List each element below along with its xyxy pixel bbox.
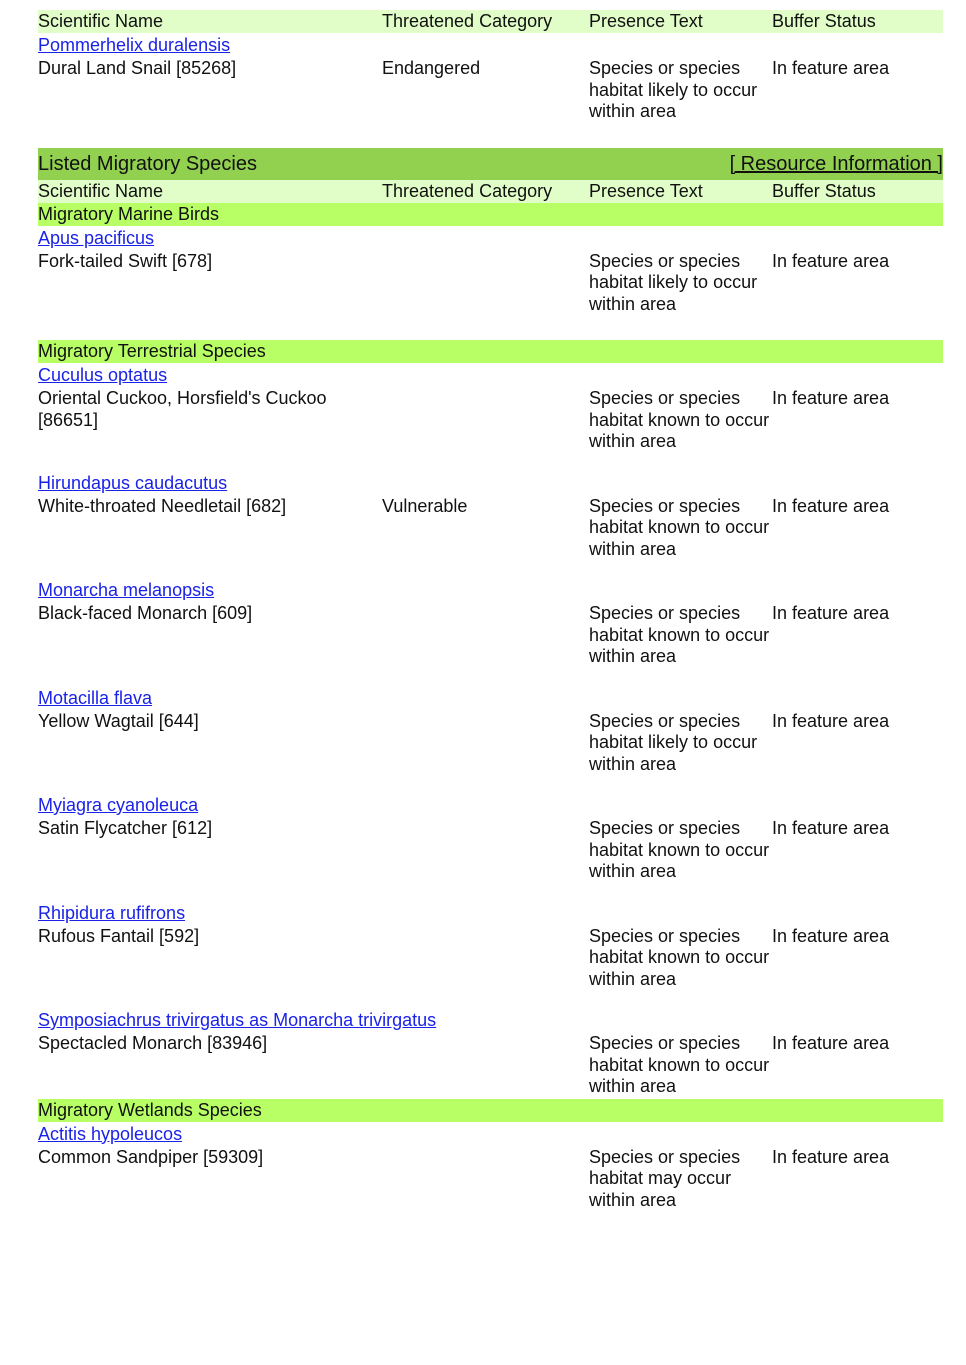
- col-threatened-category: Threatened Category: [382, 11, 553, 31]
- buffer-status: In feature area: [772, 925, 890, 946]
- presence-text: Species or species habitat likely to occur within area: [589, 58, 758, 121]
- species-link[interactable]: Monarcha melanopsis: [38, 580, 215, 600]
- species-link[interactable]: Symposiachrus trivirgatus as Monarcha trivirgatus: [38, 1010, 437, 1030]
- species-data-row: [38, 387, 943, 453]
- col-scientific-name: Scientific Name: [38, 11, 164, 31]
- buffer-status: In feature area: [772, 58, 890, 78]
- group-header: Migratory Terrestrial Species: [38, 340, 943, 363]
- presence-text: Species or species habitat known to occur within area: [589, 818, 770, 881]
- threatened-category: [382, 926, 589, 991]
- col-presence-text: Presence Text: [589, 180, 703, 201]
- common-name: Spectacled Monarch [83946]: [38, 1033, 268, 1053]
- buffer-status: In feature area: [772, 1033, 890, 1053]
- group-header: Migratory Wetlands Species: [38, 1099, 943, 1122]
- species-data-row: [38, 495, 943, 561]
- presence-text: Species or species habitat known to occur within area: [589, 388, 770, 451]
- presence-text: Species or species habitat likely to occur within area: [589, 250, 758, 314]
- section-header: [38, 148, 943, 180]
- species-link[interactable]: Hirundapus caudacutus: [38, 472, 228, 493]
- col-buffer-status: Buffer Status: [772, 11, 876, 31]
- species-name-row: [38, 1122, 943, 1146]
- threatened-category: [382, 818, 589, 883]
- buffer-status: In feature area: [772, 603, 890, 623]
- col-threatened-category: Threatened Category: [382, 180, 553, 201]
- common-name: Rufous Fantail [592]: [38, 925, 200, 946]
- threatened-category: [382, 388, 589, 453]
- species-link[interactable]: Motacilla flava: [38, 687, 153, 708]
- column-header-row: [38, 10, 943, 33]
- species-data-row: [38, 925, 943, 991]
- threatened-category: Vulnerable: [382, 495, 468, 516]
- common-name: Common Sandpiper [59309]: [38, 1146, 264, 1167]
- species-data-row: [38, 602, 943, 668]
- resource-information-link[interactable]: [ Resource Information ]: [729, 152, 943, 175]
- species-name-row: [38, 471, 943, 495]
- species-link[interactable]: Pommerhelix duralensis: [38, 35, 231, 55]
- threatened-category: [382, 1033, 589, 1098]
- species-name-row: [38, 793, 943, 817]
- buffer-status: In feature area: [772, 388, 890, 408]
- species-name-row: [38, 226, 943, 250]
- species-name-row: [38, 578, 943, 602]
- presence-text: Species or species habitat likely to occur within area: [589, 710, 758, 774]
- common-name: Black-faced Monarch [609]: [38, 603, 253, 623]
- col-presence-text: Presence Text: [589, 11, 703, 31]
- buffer-status: In feature area: [772, 818, 890, 838]
- threatened-category: [382, 251, 589, 316]
- presence-text: Species or species habitat known to occur within area: [589, 925, 770, 989]
- species-data-row: [38, 1032, 943, 1098]
- species-data-row: [38, 57, 943, 123]
- buffer-status: In feature area: [772, 1146, 890, 1167]
- common-name: Satin Flycatcher [612]: [38, 818, 213, 838]
- common-name: White-throated Needletail [682]: [38, 495, 287, 516]
- group-header: Migratory Marine Birds: [38, 203, 943, 226]
- col-scientific-name: Scientific Name: [38, 180, 164, 201]
- species-link[interactable]: Apus pacificus: [38, 227, 155, 248]
- species-name-row: [38, 1008, 943, 1032]
- species-name-row: [38, 901, 943, 925]
- buffer-status: In feature area: [772, 710, 890, 731]
- report-page: [38, 10, 943, 1211]
- presence-text: Species or species habitat known to occur within area: [589, 495, 770, 559]
- common-name: Yellow Wagtail [644]: [38, 710, 199, 731]
- threatened-category: [382, 603, 589, 668]
- col-buffer-status: Buffer Status: [772, 180, 876, 201]
- species-link[interactable]: Rhipidura rufifrons: [38, 902, 186, 923]
- species-link[interactable]: Actitis hypoleucos: [38, 1123, 183, 1144]
- common-name: Dural Land Snail [85268]: [38, 58, 237, 78]
- presence-text: Species or species habitat may occur within area: [589, 1146, 741, 1210]
- presence-text: Species or species habitat known to occur within area: [589, 1033, 770, 1096]
- column-header-row: [38, 180, 943, 203]
- species-name-row: [38, 686, 943, 710]
- threatened-category: [382, 1147, 589, 1212]
- species-data-row: [38, 817, 943, 883]
- section-title: Listed Migratory Species: [38, 152, 257, 175]
- species-link[interactable]: Myiagra cyanoleuca: [38, 795, 199, 815]
- species-data-row: [38, 1146, 943, 1212]
- common-name: Fork-tailed Swift [678]: [38, 250, 213, 271]
- species-data-row: [38, 250, 943, 316]
- species-name-row: [38, 363, 943, 387]
- common-name: Oriental Cuckoo, Horsfield's Cuckoo [86651]: [38, 388, 327, 430]
- species-link[interactable]: Cuculus optatus: [38, 365, 168, 385]
- threatened-category: [382, 711, 589, 776]
- presence-text: Species or species habitat known to occur within area: [589, 603, 770, 666]
- buffer-status: In feature area: [772, 495, 890, 516]
- threatened-category: Endangered: [382, 58, 481, 78]
- buffer-status: In feature area: [772, 250, 890, 271]
- species-data-row: [38, 710, 943, 776]
- species-name-row: [38, 33, 943, 57]
